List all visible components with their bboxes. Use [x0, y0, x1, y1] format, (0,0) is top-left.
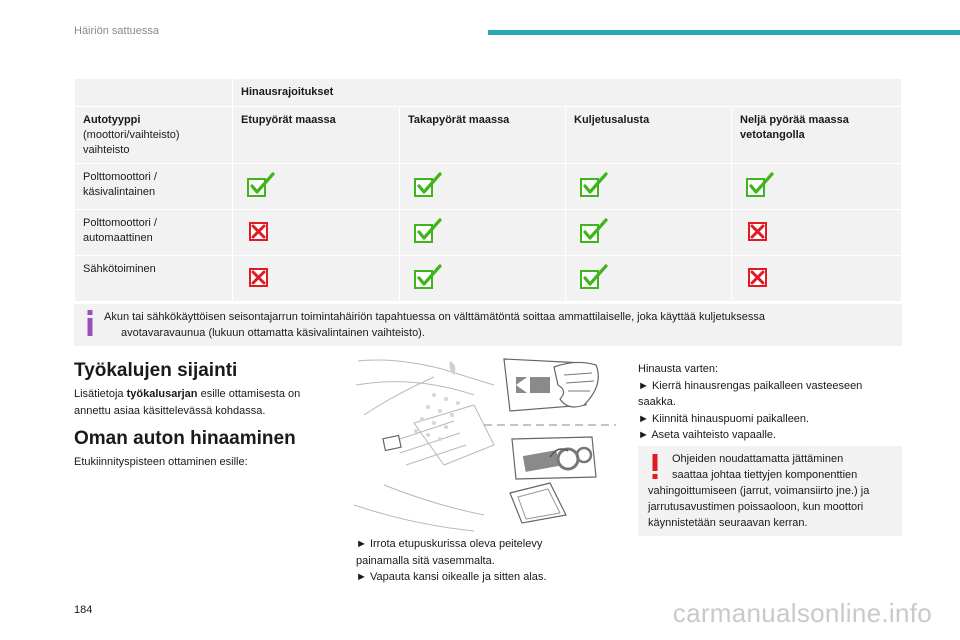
step-right-5: ► Aseta vaihteisto vapaalle.	[638, 429, 777, 441]
table-row	[75, 164, 902, 210]
status-cell	[566, 210, 732, 256]
status-cell	[233, 164, 400, 210]
status-cell	[732, 210, 902, 256]
towing-restrictions-table	[74, 78, 902, 302]
tools-link: työkalusarjan	[126, 388, 198, 400]
towing-title: Oman auton hinaaminen	[74, 428, 296, 449]
warning-line4: jarrutusavustimen poissaoloon, kun moottori	[648, 500, 864, 513]
info-icon	[85, 310, 95, 336]
step-right-1: Hinausta varten:	[638, 363, 719, 375]
step-middle-3: ► Vapauta kansi oikealle ja sitten alas.	[356, 571, 547, 583]
watermark: carmanualsonline.info	[672, 598, 932, 628]
cross-icon	[746, 264, 774, 290]
status-cell	[233, 256, 400, 302]
status-cell	[566, 164, 732, 210]
tow-point-illustration	[354, 355, 616, 533]
step-middle-1: ► Irrota etupuskurissa oleva peitelevy	[356, 538, 543, 550]
section-label: Häiriön sattuessa	[74, 25, 159, 37]
tools-text-after: esille ottamisesta on	[197, 388, 301, 400]
column-header-vehicle-rest: (moottori/vaihteisto) vaihteisto	[83, 128, 180, 156]
table-group-header-row	[75, 79, 902, 107]
header-accent-bar	[488, 30, 960, 35]
status-cell	[400, 256, 566, 302]
tools-text-line2: annettu asiaa käsittelevässä kohdassa.	[74, 404, 266, 417]
step-right-2: ► Kierrä hinausrengas paikalleen vasteeseen	[638, 379, 863, 392]
step-right-4: ► Kiinnitä hinauspuomi paikalleen.	[638, 412, 810, 425]
warning-note	[638, 446, 902, 536]
table-corner-cell	[75, 79, 233, 107]
cross-icon	[247, 218, 275, 244]
warning-line2: saattaa johtaa tiettyjen komponenttien	[672, 468, 858, 481]
column-header-vehicle-bold: Autotyyppi	[83, 113, 141, 126]
check-icon	[580, 172, 608, 198]
status-cell	[400, 164, 566, 210]
page-number: 184	[74, 604, 93, 616]
status-cell	[732, 164, 902, 210]
warning-line1: Ohjeiden noudattamatta jättäminen	[672, 453, 844, 465]
tools-title: Työkalujen sijainti	[74, 360, 238, 381]
table-row	[75, 256, 902, 302]
status-cell	[233, 210, 400, 256]
step-middle-2: painamalla sitä vasemmalta.	[356, 554, 495, 567]
column-header-platform: Kuljetusalusta	[566, 106, 732, 164]
column-header-front: Etupyörät maassa	[233, 106, 400, 164]
info-note	[74, 304, 902, 346]
table-group-header: Hinausrajoitukset	[233, 79, 902, 107]
check-icon	[247, 172, 275, 198]
row-label: Polttomoottori / käsivalintainen	[75, 164, 233, 210]
column-header-vehicle	[75, 106, 233, 164]
tools-text-before: Lisätietoja	[74, 388, 127, 400]
warning-icon	[650, 454, 660, 480]
tools-text	[74, 386, 334, 419]
table-column-header-row	[75, 106, 902, 164]
column-header-rear: Takapyörät maassa	[400, 106, 566, 164]
row-label: Polttomoottori / automaattinen	[75, 210, 233, 256]
steps-middle	[356, 536, 546, 586]
check-icon	[580, 264, 608, 290]
check-icon	[414, 218, 442, 244]
status-cell	[566, 256, 732, 302]
check-icon	[414, 172, 442, 198]
column-header-all: Neljä pyörää maassa vetotangolla	[732, 106, 902, 164]
step-right-3: saakka.	[638, 396, 676, 408]
table-row	[75, 210, 902, 256]
warning-line5: käynnistetään seuraavan kerran.	[648, 516, 808, 529]
warning-line3: vahingoittumiseen (jarrut, voimansiirto jne.) ja	[648, 484, 870, 497]
cross-icon	[746, 218, 774, 244]
status-cell	[732, 256, 902, 302]
row-label: Sähkötoiminen	[75, 256, 233, 302]
towing-intro: Etukiinnityspisteen ottaminen esille:	[74, 456, 248, 468]
steps-right	[638, 361, 862, 444]
check-icon	[580, 218, 608, 244]
check-icon	[746, 172, 774, 198]
info-text-line1: Akun tai sähkökäyttöisen seisontajarrun toimintahäiriön tapahtuessa on välttämätöntä soittaa ammattilaiselle, joka käyttää kuljetuksessa	[104, 311, 765, 323]
cross-icon	[247, 264, 275, 290]
info-text-line2: avotavaravaunua (lukuun ottamatta käsivalintainen vaihteisto).	[121, 326, 425, 339]
check-icon	[414, 264, 442, 290]
status-cell	[400, 210, 566, 256]
